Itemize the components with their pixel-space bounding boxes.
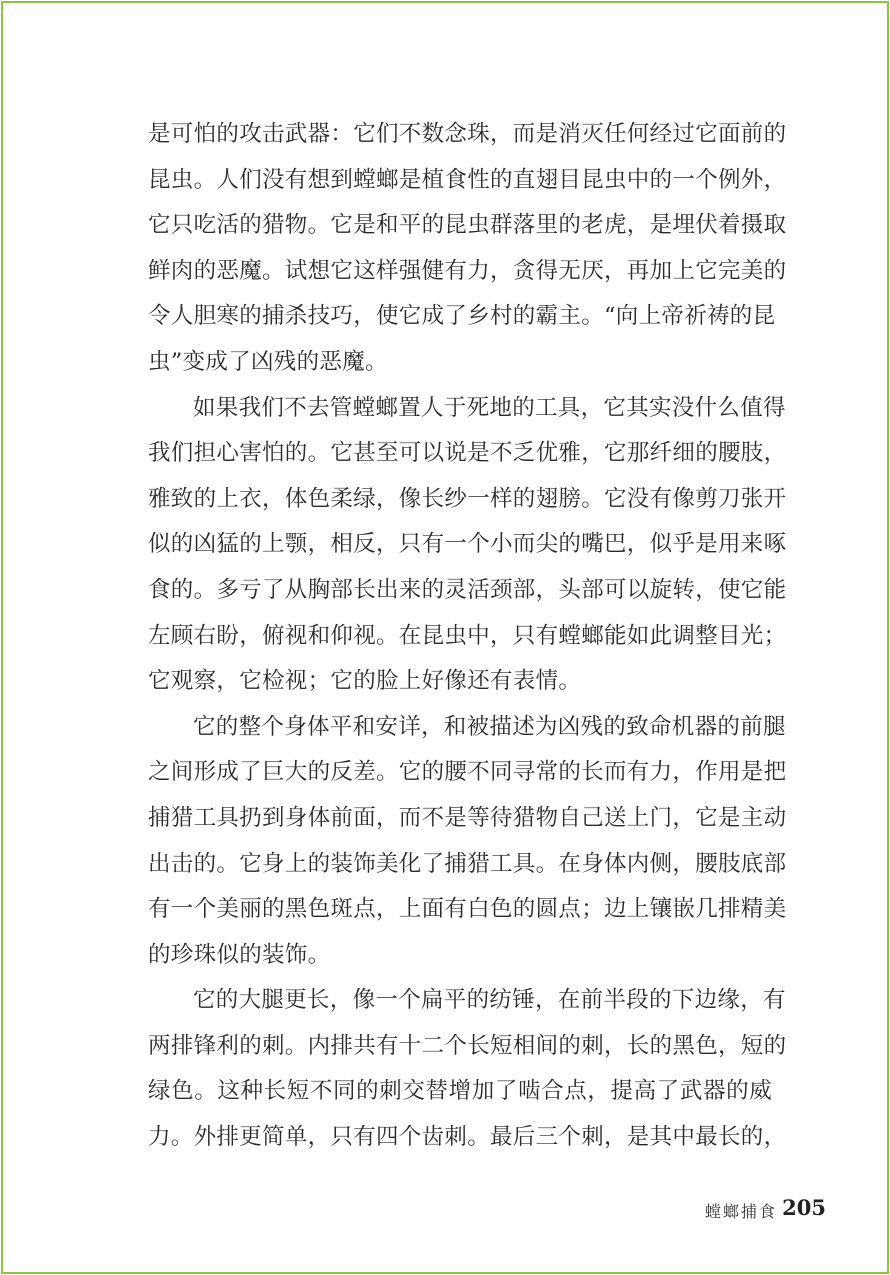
text-line: 似的凶猛的上颚，相反，只有一个小而尖的嘴巴，似乎是用来啄 xyxy=(148,531,787,558)
text-line: 食的。多亏了从胸部长出来的灵活颈部，头部可以旋转，使它能 xyxy=(148,576,787,603)
paragraph-4 xyxy=(148,978,787,1160)
text-line: 的珍珠似的装饰。 xyxy=(148,941,331,968)
text-line: 它的整个身体平和安详，和被描述为凶残的致命机器的前腿 xyxy=(193,713,786,740)
running-title: 螳螂捕食 xyxy=(704,1202,777,1221)
text-line: 之间形成了巨大的反差。它的腰不同寻常的长而有力，作用是把 xyxy=(148,759,787,786)
text-line: 虫”变成了凶残的恶魔。 xyxy=(148,348,388,375)
page-footer xyxy=(0,1195,890,1225)
paragraph-3 xyxy=(148,705,787,979)
text-line: 左顾右盼，俯视和仰视。在昆虫中，只有螳螂能如此调整目光； xyxy=(148,622,787,649)
paragraph-2 xyxy=(148,386,787,705)
text-line: 我们担心害怕的。它甚至可以说是不乏优雅，它那纤细的腰肢， xyxy=(148,440,787,467)
text-line: 雅致的上衣，体色柔绿，像长纱一样的翅膀。它没有像剪刀张开 xyxy=(148,485,787,512)
text-line: 鲜肉的恶魔。试想它这样强健有力，贪得无厌，再加上它完美的 xyxy=(148,257,787,284)
text-line: 两排锋利的刺。内排共有十二个长短相间的刺，长的黑色，短的 xyxy=(148,1032,787,1059)
text-line: 令人胆寒的捕杀技巧，使它成了乡村的霸主。“向上帝祈祷的昆 xyxy=(148,303,776,330)
text-line: 它只吃活的猎物。它是和平的昆虫群落里的老虎，是埋伏着摄取 xyxy=(148,212,787,239)
text-line: 捕猎工具扔到身体前面，而不是等待猎物自己送上门，它是主动 xyxy=(148,804,787,831)
paragraph-1 xyxy=(148,112,787,386)
text-line: 有一个美丽的黑色斑点，上面有白色的圆点；边上镶嵌几排精美 xyxy=(148,896,787,923)
page-number: 205 xyxy=(782,1195,826,1220)
text-line: 出击的。它身上的装饰美化了捕猎工具。在身体内侧，腰肢底部 xyxy=(148,850,787,877)
text-line: 绿色。这种长短不同的刺交替增加了啮合点，提高了武器的威 xyxy=(148,1078,772,1105)
body-text xyxy=(148,112,787,1161)
text-line: 它的大腿更长，像一个扁平的纺锤，在前半段的下边缘，有 xyxy=(193,987,786,1014)
text-line: 昆虫。人们没有想到螳螂是植食性的直翅目昆虫中的一个例外， xyxy=(148,166,787,193)
text-line: 是可怕的攻击武器：它们不数念珠，而是消灭任何经过它面前的 xyxy=(148,121,787,147)
text-line: 力。外排更简单，只有四个齿刺。最后三个刺，是其中最长的， xyxy=(148,1124,787,1151)
text-line: 如果我们不去管螳螂置人于死地的工具，它其实没什么值得 xyxy=(193,394,786,421)
text-line: 它观察，它检视；它的脸上好像还有表情。 xyxy=(148,668,582,695)
